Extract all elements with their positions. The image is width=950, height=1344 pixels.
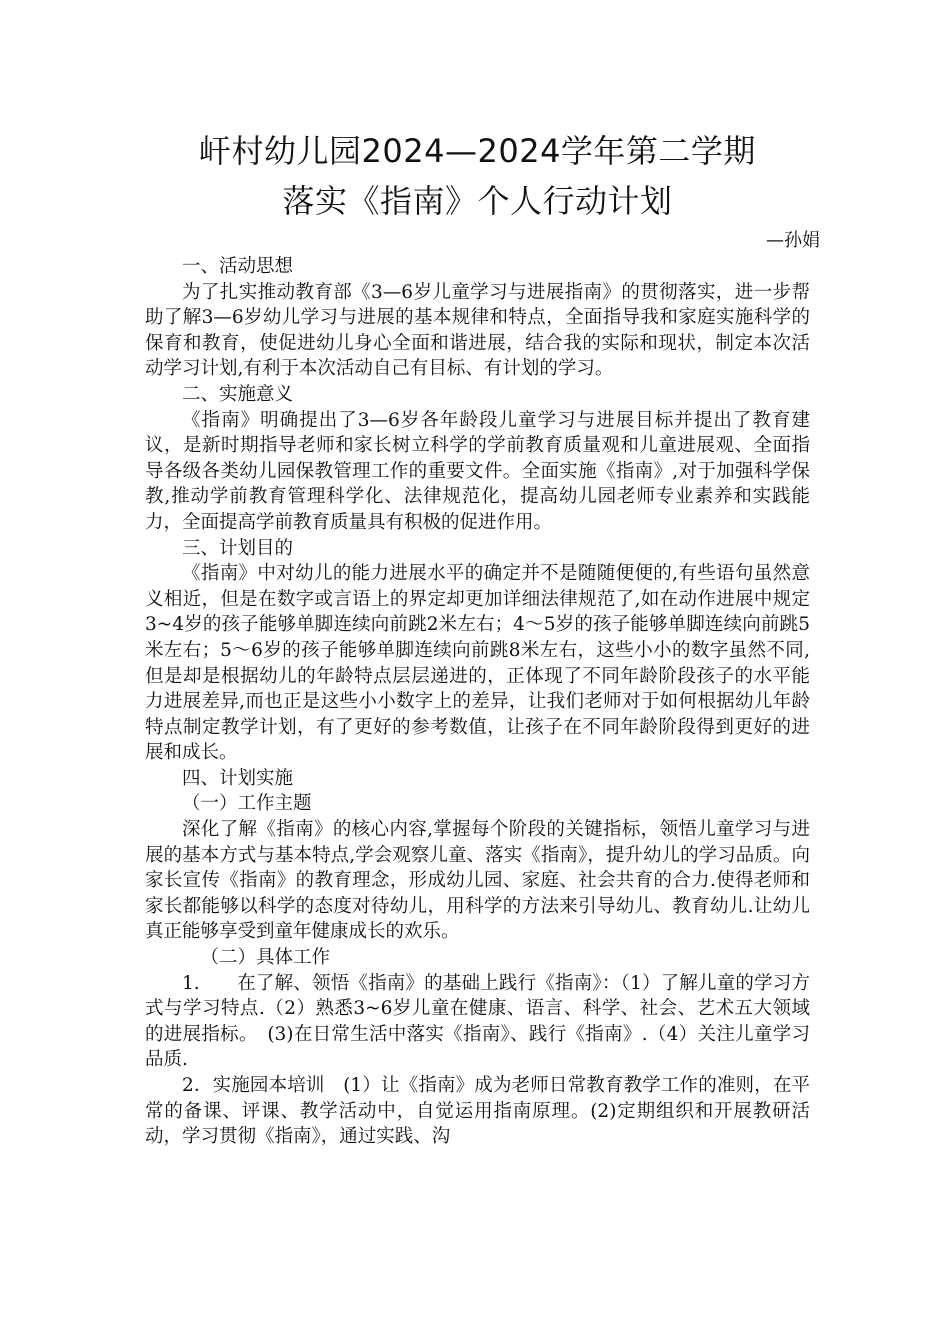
section-heading: 四、计划实施 [182, 767, 294, 789]
section-heading: 三、计划目的 [182, 537, 294, 559]
author-name: —孙娟 [766, 230, 820, 251]
paragraph: 《指南》明确提出了3—6岁各年龄段儿童学习与进展目标并提出了教育建议，是新时期指导老师和家长树立科学的学前教育质量观和儿童进展观、全面指导各级各类幼儿园保教管理工作的重要文件。全面实施《指南》,对于加强科学保教,推动学前教育管理科学化、法律规范化，提高幼儿园老师专业素养和实践能力，全面提高学前教育质量具有积极的促进作用。 [145, 409, 810, 533]
paragraph: 1. 在了解、领悟《指南》的基础上践行《指南》：（1）了解儿童的学习方式与学习特点.（2）熟悉3~6岁儿童在健康、语言、科学、社会、艺术五大领域的进展指标。 (3)在日常生活中落实《指南》、践行《指南》.（4）关注儿童学习品质. [145, 972, 810, 1071]
section-heading: 二、实施意义 [182, 383, 294, 405]
paragraph: 为了扎实推动教育部《3—6岁儿童学习与进展指南》的贯彻落实，进一步帮助了解3—6岁幼儿学习与进展的基本规律和特点，全面指导我和家庭实施科学的保育和教育，使促进幼儿身心全面和谐进展，结合我的实际和现状，制定本次活动学习计划,有利于本次活动自己有目标、有计划的学习。 [145, 281, 810, 380]
document-body [145, 254, 810, 1150]
document-title-line2: 落实《指南》个人行动计划 [282, 182, 673, 220]
paragraph: 2．实施园本培训 (1）让《指南》成为老师日常教育教学工作的准则，在平常的备课、评课、教学活动中，自觉运用指南原理。(2)定期组织和开展教研活动，学习贯彻《指南》，通过实践、沟 [145, 1075, 810, 1148]
subsection-heading: （一）工作主题 [182, 793, 312, 815]
paragraph: 深化了解《指南》的核心内容,掌握每个阶段的关键指标，领悟儿童学习与进展的基本方式与基本特点,学会观察儿童、落实《指南》，提升幼儿的学习品质。向家长宣传《指南》的教育理念，形成幼儿园、家庭、社会共育的合力.使得老师和家长都能够以科学的态度对待幼儿，用科学的方法来引导幼儿、教育幼儿.让幼儿真正能够享受到童年健康成长的欢乐。 [145, 819, 810, 943]
subsection-heading: （二）具体工作 [200, 947, 331, 969]
paragraph: 《指南》中对幼儿的能力进展水平的确定并不是随随便便的,有些语句虽然意义相近，但是在数字或言语上的界定却更加详细法律规范了,如在动作进展中规定3~4岁的孩子能够单脚连续向前跳2米左右；4～5岁的孩子能够单脚连续向前跳5米左右；5～6岁的孩子能够单脚连续向前跳8米左右，这些小小的数字虽然不同,但是却是根据幼儿的年龄特点层层递进的，正体现了不同年龄阶段孩子的水平能力进展差异,而也正是这些小小数字上的差异，让我们老师对于如何根据幼儿年龄特点制定教学计划，有了更好的参考数值，让孩子在不同年龄阶段得到更好的进展和成长。 [145, 563, 810, 764]
section-heading: 一、活动思想 [182, 256, 294, 277]
document-title-line1: 屽村幼儿园2024—2024学年第二学期 [199, 132, 756, 170]
